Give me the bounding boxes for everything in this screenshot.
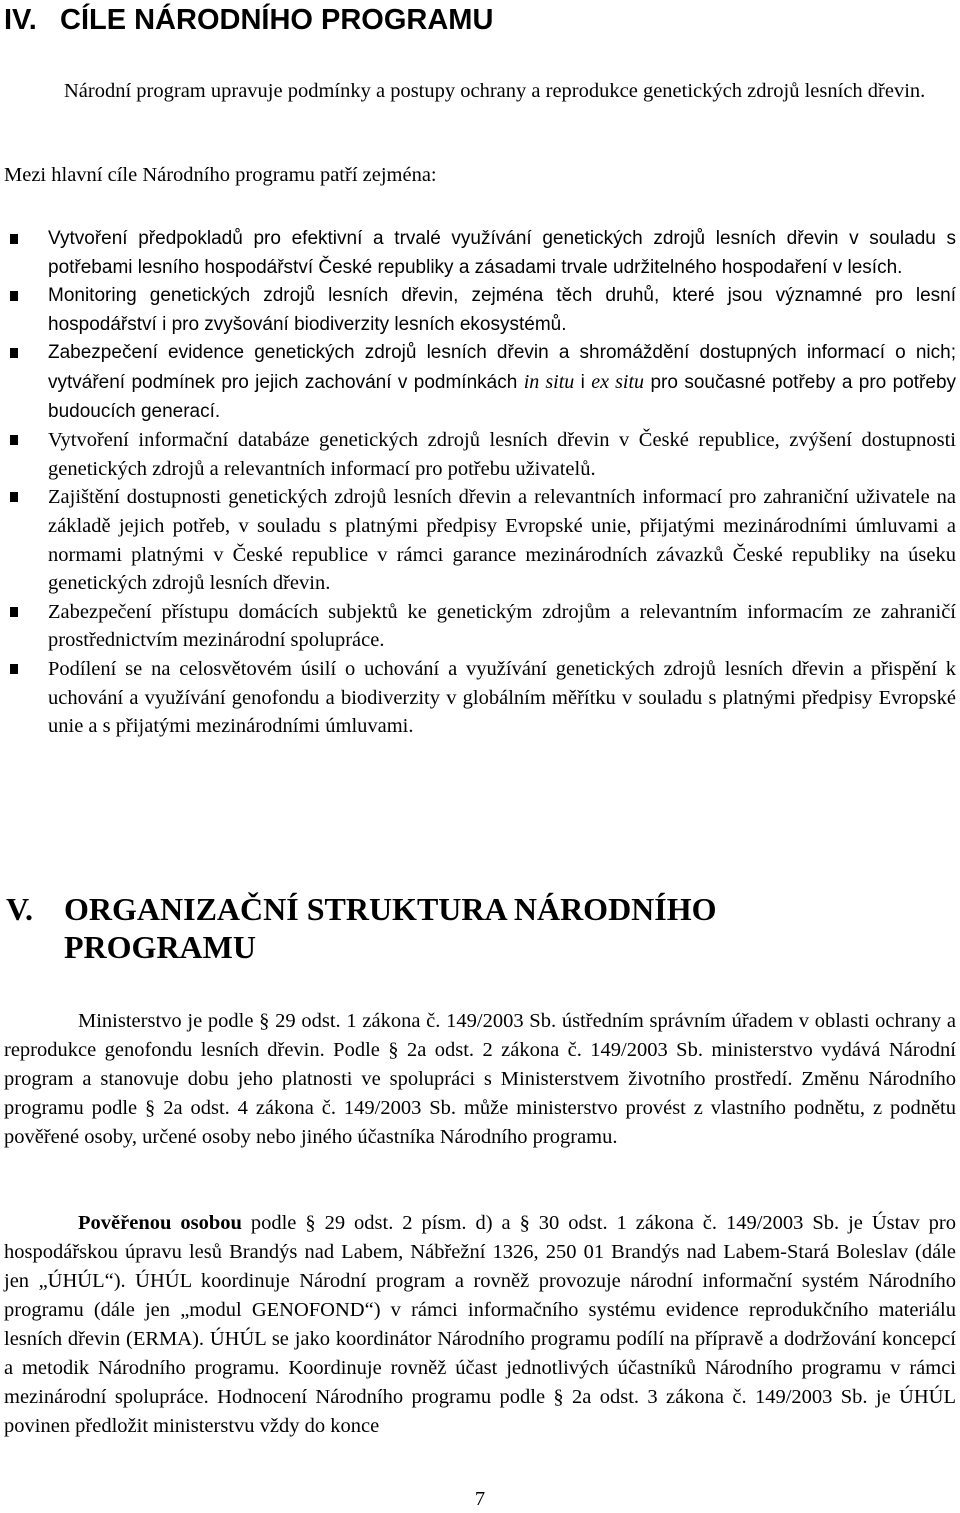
goal-item [0, 339, 956, 426]
ministry-text: Ministerstvo je podle § 29 odst. 1 zákona č. 149/2003 Sb. ústředním správním úřadem v oblasti ochrany a reprodukce genofondu lesních dřevin. Podle § 2a odst. 2 zákona č. 149/2003 Sb. ministerstvo vydává Národní program a stanovuje dobu jeho platnosti ve spolupráci s Ministerstvem životního prostředí. Změnu Národního programu podle § 2a odst. 4 zákona č. 149/2003 Sb. může ministerstvo provést z vlastního podnětu, z podnětu pověřené osoby, určené osoby nebo jiného účastníka Národního programu. [4, 1010, 956, 1148]
section-number: IV. [4, 4, 37, 36]
goal-text: Zajištění dostupnosti genetických zdrojů lesních dřevin a relevantních informací pro zahraniční uživatele na základě jejich potřeb, v souladu s platnými předpisy Evropské unie, přijatými mezinárodními úmluvami a normami platnými v České republice v rámci garance mezinárodních závazků České republiky na úseku genetických zdrojů lesních dřevin. [48, 486, 956, 595]
goal-text-part: i [574, 371, 592, 393]
goal-text: Vytvoření informační databáze genetických zdrojů lesních dřevin v České republice, zvýšení dostupnosti genetických zdrojů a relevantních informací pro potřebu uživatelů. [48, 429, 956, 480]
goal-item [0, 426, 956, 483]
section-title: CÍLE NÁRODNÍHO PROGRAMU [60, 4, 494, 36]
square-bullet-icon [10, 291, 18, 301]
section-number: V. [6, 891, 33, 927]
section-heading-cile [4, 2, 493, 38]
term-in-situ: in situ [523, 370, 575, 393]
authorized-person-paragraph [4, 1209, 956, 1441]
goals-lead-text: Mezi hlavní cíle Národního programu patří zejména: [4, 164, 437, 186]
goal-text-part: pro současné potřeby a pro potřeby budoucích generací. [48, 371, 957, 422]
goal-text: Zabezpečení přístupu domácích subjektů ke genetickým zdrojům a relevantním informacím ze zahraničí prostřednictvím mezinárodní spolupráce. [48, 600, 956, 652]
goal-text-part: Zabezpečení evidence genetických zdrojů lesních dřevin a shromáždění dostupných informací o nich; vytváření podmínek pro jejich zachování v podmínkách [48, 342, 956, 393]
goal-text [48, 342, 956, 421]
section-title-line1: ORGANIZAČNÍ STRUKTURA NÁRODNÍHO [64, 891, 717, 927]
authorized-person-text: podle § 29 odst. 2 písm. d) a § 30 odst. 1 zákona č. 149/2003 Sb. je Ústav pro hospodářskou úpravu lesů Brandýs nad Labem, Nábřežní 1326, 250 01 Brandýs nad Labem-Stará Boleslav (dále jen „ÚHÚL“). ÚHÚL koordinuje Národní program a rovněž provozuje národní informační systém Národního programu (dále jen „modul GENOFOND“) v rámci informačního systému evidence reprodukčního materiálu lesních dřevin (ERMA). ÚHÚL se jako koordinátor Národního programu podílí na přípravě a dodržování koncepcí a metodik Národního programu. Koordinuje rovněž účast jednotlivých účastníků Národního programu v rámci mezinárodní spolupráce. Hodnocení Národního programu podle § 2a odst. 3 zákona č. 149/2003 Sb. je ÚHÚL povinen předložit ministerstvu vždy do konce [4, 1212, 956, 1437]
goal-item [0, 655, 956, 741]
square-bullet-icon [10, 664, 18, 674]
goal-item [0, 225, 956, 282]
indent [4, 1212, 78, 1234]
term-ex-situ: ex situ [591, 370, 645, 393]
section-title-line2: PROGRAMU [64, 929, 256, 965]
goal-item [0, 282, 956, 339]
square-bullet-icon [10, 234, 18, 244]
square-bullet-icon [10, 348, 18, 358]
goal-item [0, 483, 956, 597]
goal-text: Vytvoření předpokladů pro efektivní a trvalé využívání genetických zdrojů lesních dřevin v souladu s potřebami lesního hospodářství České republiky a zásadami trvale udržitelného hospodaření v lesích. [48, 228, 956, 278]
intro-paragraph: Národní program upravuje podmínky a postupy ochrany a reprodukce genetických zdrojů lesních dřevin. [64, 80, 926, 102]
square-bullet-icon [10, 435, 18, 445]
square-bullet-icon [10, 492, 18, 502]
square-bullet-icon [10, 607, 18, 617]
authorized-person-term: Pověřenou osobou [78, 1212, 242, 1234]
goal-text: Podílení se na celosvětovém úsilí o uchování a využívání genetických zdrojů lesních dřevin a přispění k uchování a využívání genofondu a biodiverzity v globálním měřítku v souladu s platnými předpisy Evropské unie a s přijatými mezinárodními úmluvami. [48, 657, 956, 738]
goals-list [0, 225, 956, 741]
goal-text: Monitoring genetických zdrojů lesních dřevin, zejména těch druhů, které jsou významné pro lesní hospodářství i pro zvyšování biodiverzity lesních ekosystémů. [48, 285, 956, 335]
page-number: 7 [474, 1488, 486, 1510]
ministry-paragraph [4, 1007, 956, 1152]
goal-item [0, 598, 956, 655]
